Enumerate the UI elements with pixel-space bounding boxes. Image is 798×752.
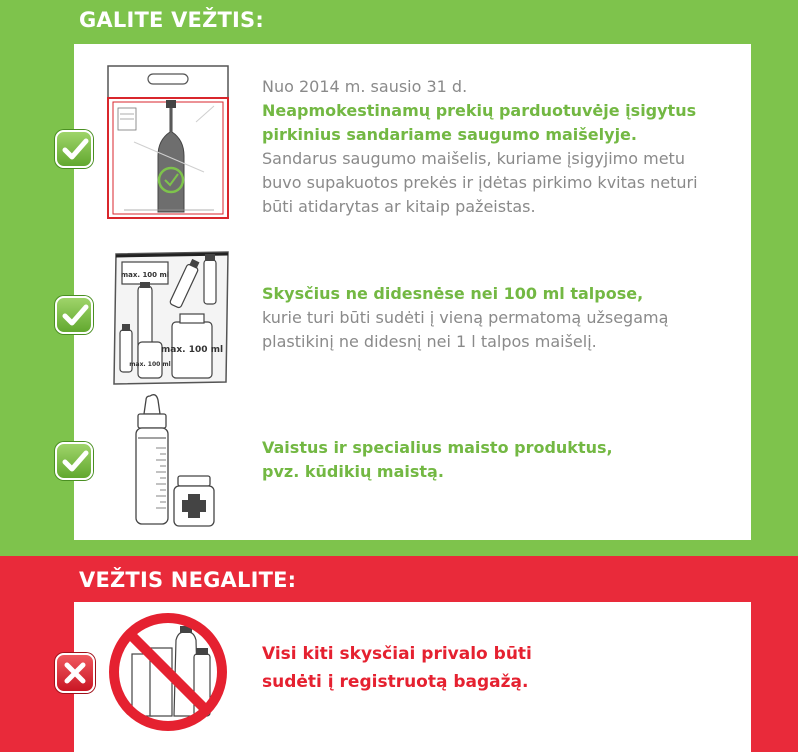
prohibited-liquids-illustration xyxy=(106,610,230,734)
item-bold-line: Neapmokestinamų prekių parduotuvėje įsigytus xyxy=(262,101,697,120)
item-text-line: Sandarus saugumo maišelis, kuriame įsigyjimo metu xyxy=(262,149,685,168)
bag-label: max. 100 ml xyxy=(160,345,224,355)
item-date: Nuo 2014 m. sausio 31 d. xyxy=(262,77,468,96)
forbidden-heading: VEŽTIS NEGALITE: xyxy=(79,568,297,592)
bag-label: max. 100 ml xyxy=(120,271,170,279)
checkmark-icon xyxy=(55,442,93,480)
allowed-heading: GALITE VEŽTIS: xyxy=(79,8,264,32)
bag-label: max. 100 ml xyxy=(129,361,171,368)
item-bold-line: Vaistus ir specialius maisto produktus, xyxy=(262,438,613,457)
item-text-line: plastikinį ne didesnį nei 1 l talpos maišelį. xyxy=(262,332,597,351)
item-bold-line: pvz. kūdikių maistą. xyxy=(262,462,444,481)
item-text-line: buvo supakuotos prekės ir įdėtas pirkimo kvitas neturi xyxy=(262,173,698,192)
item-text-line: kurie turi būti sudėti į vieną permatomą užsegamą xyxy=(262,308,669,327)
item-text-line: būti atidarytas ar kitaip pažeistas. xyxy=(262,197,536,216)
item-bold-line: pirkinius sandariame saugumo maišelyje. xyxy=(262,125,637,144)
checkmark-icon xyxy=(55,130,93,168)
forbidden-text xyxy=(262,640,532,696)
cross-icon xyxy=(55,653,95,693)
checkmark-icon xyxy=(55,296,93,334)
item-liquids-text xyxy=(262,282,668,354)
liquids-bag-illustration xyxy=(108,246,234,386)
item-medicine-text xyxy=(262,436,613,484)
security-bag-illustration xyxy=(104,62,232,222)
item-bold-line: Skysčius ne didesnėse nei 100 ml talpose, xyxy=(262,284,644,303)
forbidden-bold-line: Visi kiti skysčiai privalo būti xyxy=(262,644,532,664)
item-duty-free-text xyxy=(262,75,698,219)
forbidden-section xyxy=(0,556,798,752)
baby-bottle-medicine-illustration xyxy=(128,392,228,528)
forbidden-bold-line: sudėti į registruotą bagažą. xyxy=(262,672,529,692)
